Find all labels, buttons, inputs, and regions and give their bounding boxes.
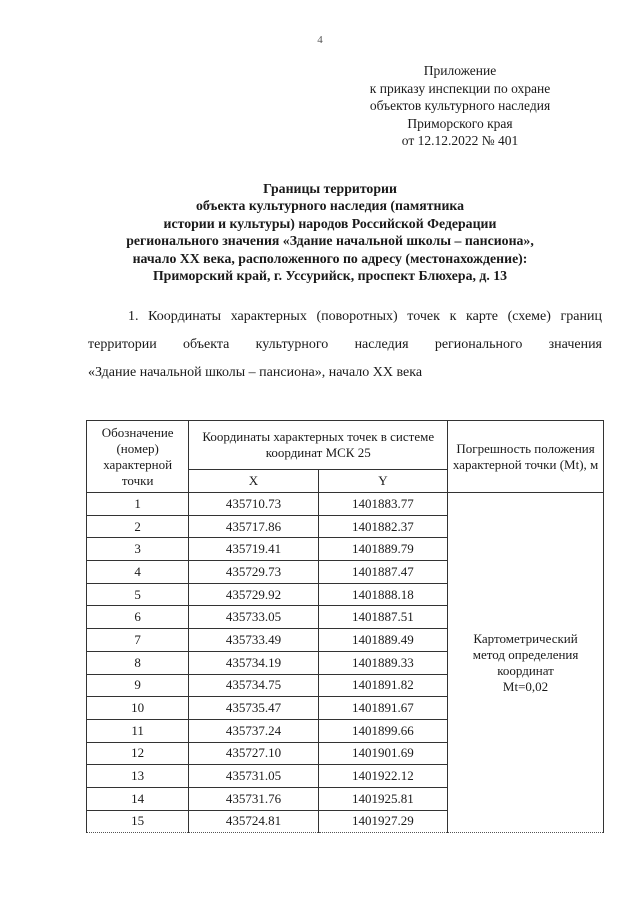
point-number-cell: 11 — [87, 719, 189, 742]
word: значения — [548, 337, 602, 352]
word: культурного — [255, 337, 329, 352]
appendix-line: Приложение — [423, 63, 497, 78]
method-line: метод определения — [472, 646, 579, 662]
point-number-cell: 15 — [87, 810, 189, 833]
title-line: Границы территории — [263, 181, 397, 196]
appendix-line: Приморского края — [407, 115, 513, 131]
appendix-header — [340, 62, 580, 150]
x-coordinate-cell: 435717.86 — [189, 515, 318, 538]
word: территории — [88, 337, 157, 352]
title-line: начало XX века, расположенного по адресу (местонахождение): — [132, 250, 528, 266]
y-coordinate-cell: 1401922.12 — [318, 765, 447, 788]
x-coordinate-cell: 435719.41 — [189, 538, 318, 561]
y-coordinate-cell: 1401899.66 — [318, 719, 447, 742]
header-error: Погрешность положения характерной точки (Mt), м — [448, 421, 604, 493]
page-number: 4 — [317, 34, 323, 46]
point-number-cell: 12 — [87, 742, 189, 765]
y-coordinate-cell: 1401925.81 — [318, 787, 447, 810]
paragraph-line-1 — [88, 303, 602, 331]
method-cell — [448, 493, 604, 833]
y-coordinate-cell: 1401888.18 — [318, 583, 447, 606]
x-coordinate-cell: 435731.05 — [189, 765, 318, 788]
x-coordinate-cell: 435734.19 — [189, 651, 318, 674]
point-number-cell: 13 — [87, 765, 189, 788]
word: точек — [407, 309, 440, 324]
x-coordinate-cell: 435731.76 — [189, 787, 318, 810]
x-coordinate-cell: 435733.49 — [189, 629, 318, 652]
table-header-row — [87, 421, 604, 470]
title-line: истории и культуры) народов Российской Федерации — [163, 215, 497, 231]
y-coordinate-cell: 1401927.29 — [318, 810, 447, 833]
point-number-cell: 6 — [87, 606, 189, 629]
header-x: X — [189, 470, 318, 493]
word: (поворотных) — [316, 309, 398, 324]
appendix-line: к приказу инспекции по охране — [369, 80, 551, 96]
x-coordinate-cell: 435737.24 — [189, 719, 318, 742]
method-line: координат — [497, 662, 554, 678]
appendix-line: объектов культурного наследия — [369, 98, 551, 113]
x-coordinate-cell: 435734.75 — [189, 674, 318, 697]
x-coordinate-cell: 435735.47 — [189, 697, 318, 720]
point-number-cell: 4 — [87, 561, 189, 584]
x-coordinate-cell: 435733.05 — [189, 606, 318, 629]
word: карте — [466, 309, 498, 324]
document-title — [60, 180, 600, 284]
word: характерных — [230, 309, 307, 324]
word: границ — [560, 309, 602, 324]
paragraph-line-2 — [88, 331, 602, 359]
y-coordinate-cell: 1401891.67 — [318, 697, 447, 720]
header-point-number: Обозначение (номер) характерной точки — [87, 421, 189, 493]
word: (схеме) — [507, 309, 551, 324]
point-number-cell: 14 — [87, 787, 189, 810]
point-number-cell: 7 — [87, 629, 189, 652]
table-row — [87, 493, 604, 516]
point-number-cell: 10 — [87, 697, 189, 720]
y-coordinate-cell: 1401889.49 — [318, 629, 447, 652]
point-number-cell: 8 — [87, 651, 189, 674]
title-line: Приморский край, г. Уссурийск, проспект Блюхера, д. 13 — [152, 268, 508, 284]
word: Координаты — [148, 309, 222, 324]
title-line: регионального значения «Здание начальной школы – пансиона», — [126, 233, 534, 249]
y-coordinate-cell: 1401889.79 — [318, 538, 447, 561]
point-number-cell: 1 — [87, 493, 189, 516]
appendix-line: от 12.12.2022 № 401 — [401, 133, 519, 148]
header-y: Y — [318, 470, 447, 493]
x-coordinate-cell: 435710.73 — [189, 493, 318, 516]
y-coordinate-cell: 1401891.82 — [318, 674, 447, 697]
point-number-cell: 3 — [87, 538, 189, 561]
point-number-cell: 9 — [87, 674, 189, 697]
method-line: Картометрический — [473, 630, 578, 646]
coordinates-table — [86, 420, 604, 833]
paragraph-line-3: «Здание начальной школы – пансиона», начало XX века — [88, 365, 423, 380]
word: к — [449, 309, 457, 324]
y-coordinate-cell: 1401889.33 — [318, 651, 447, 674]
x-coordinate-cell: 435727.10 — [189, 742, 318, 765]
method-line: Mt=0,02 — [502, 678, 549, 694]
title-line: объекта культурного наследия (памятника — [195, 198, 465, 214]
x-coordinate-cell: 435729.73 — [189, 561, 318, 584]
header-coordinates: Координаты характерных точек в системе координат МСК 25 — [189, 421, 448, 470]
point-number-cell: 5 — [87, 583, 189, 606]
y-coordinate-cell: 1401887.47 — [318, 561, 447, 584]
x-coordinate-cell: 435724.81 — [189, 810, 318, 833]
body-paragraph — [88, 303, 602, 387]
y-coordinate-cell: 1401901.69 — [318, 742, 447, 765]
y-coordinate-cell: 1401883.77 — [318, 493, 447, 516]
word: регионального — [434, 337, 523, 352]
x-coordinate-cell: 435729.92 — [189, 583, 318, 606]
word: 1. — [128, 309, 139, 324]
word: наследия — [354, 337, 409, 352]
word: объекта — [183, 337, 230, 352]
point-number-cell: 2 — [87, 515, 189, 538]
y-coordinate-cell: 1401882.37 — [318, 515, 447, 538]
y-coordinate-cell: 1401887.51 — [318, 606, 447, 629]
